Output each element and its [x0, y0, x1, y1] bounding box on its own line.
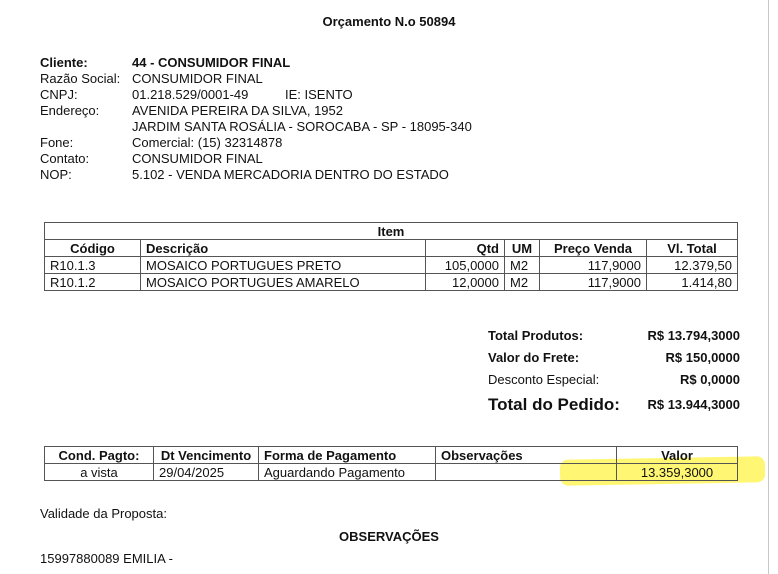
payment-table: [44, 446, 738, 481]
endereco-label: Endereço:: [40, 103, 100, 118]
desconto-label: Desconto Especial:: [488, 372, 600, 387]
col-preco: Preço Venda: [540, 240, 647, 257]
cell-vencimento: 29/04/2025: [154, 464, 259, 481]
col-descricao: Descrição: [141, 240, 426, 257]
col-total: Vl. Total: [647, 240, 738, 257]
cliente-label: Cliente:: [40, 55, 88, 70]
frete-value: R$ 150,0000: [665, 350, 740, 365]
cell-codigo: R10.1.2: [45, 274, 141, 291]
table-row: [45, 257, 738, 274]
contato-value: CONSUMIDOR FINAL: [132, 151, 263, 166]
page-edge: [768, 0, 769, 574]
cell-total: 12.379,50: [647, 257, 738, 274]
observacoes-text: 15997880089 EMILIA -: [40, 551, 173, 566]
cell-forma: Aguardando Pagamento: [259, 464, 436, 481]
razao-label: Razão Social:: [40, 71, 121, 86]
contato-label: Contato:: [40, 151, 90, 166]
items-caption: Item: [45, 223, 738, 240]
cell-descricao: MOSAICO PORTUGUES PRETO: [141, 257, 426, 274]
validade-label: Validade da Proposta:: [40, 506, 167, 521]
desconto-value: R$ 0,0000: [680, 372, 740, 387]
items-header-row: [45, 240, 738, 257]
col-um: UM: [505, 240, 540, 257]
razao-value: CONSUMIDOR FINAL: [132, 71, 263, 86]
cell-qtd: 105,0000: [426, 257, 505, 274]
col-vencimento: Dt Vencimento: [154, 447, 259, 464]
cell-qtd: 12,0000: [426, 274, 505, 291]
cliente-value: 44 - CONSUMIDOR FINAL: [132, 55, 291, 70]
total-pedido-label: Total do Pedido:: [488, 395, 620, 414]
endereco-line2: JARDIM SANTA ROSÁLIA - SOROCABA - SP - 18095-340: [132, 119, 472, 134]
nop-value: 5.102 - VENDA MERCADORIA DENTRO DO ESTADO: [132, 167, 449, 182]
frete-label: Valor do Frete:: [488, 350, 580, 365]
cell-preco: 117,9000: [540, 257, 647, 274]
cell-total: 1.414,80: [647, 274, 738, 291]
payment-header-row: [45, 447, 738, 464]
total-pedido-value: R$ 13.944,3000: [647, 397, 740, 412]
table-row: [45, 464, 738, 481]
cell-descricao: MOSAICO PORTUGUES AMARELO: [141, 274, 426, 291]
total-produtos-label: Total Produtos:: [488, 328, 584, 343]
col-observacoes: Observações: [436, 447, 617, 464]
fone-value: Comercial: (15) 32314878: [132, 135, 283, 150]
page-title: Orçamento N.o 50894: [322, 14, 456, 29]
observacoes-title: OBSERVAÇÕES: [339, 529, 439, 544]
endereco-line1: AVENIDA PEREIRA DA SILVA, 1952: [132, 103, 343, 118]
total-produtos-value: R$ 13.794,3000: [647, 328, 740, 343]
ie-value: IE: ISENTO: [285, 87, 353, 102]
cnpj-label: CNPJ:: [40, 87, 78, 102]
items-table: [44, 222, 738, 291]
cell-codigo: R10.1.3: [45, 257, 141, 274]
cell-preco: 117,9000: [540, 274, 647, 291]
fone-label: Fone:: [40, 135, 74, 150]
totals-block: [488, 325, 740, 419]
col-forma: Forma de Pagamento: [259, 447, 436, 464]
col-qtd: Qtd: [426, 240, 505, 257]
col-codigo: Código: [45, 240, 141, 257]
col-valor: Valor: [617, 447, 738, 464]
col-cond-pagto: Cond. Pagto:: [45, 447, 154, 464]
cnpj-value: 01.218.529/0001-49: [132, 87, 249, 102]
table-row: [45, 274, 738, 291]
cell-um: M2: [505, 257, 540, 274]
nop-label: NOP:: [40, 167, 72, 182]
cell-cond: a vista: [45, 464, 154, 481]
cell-um: M2: [505, 274, 540, 291]
cell-valor: 13.359,3000: [617, 464, 738, 481]
cell-obs: [436, 464, 617, 481]
